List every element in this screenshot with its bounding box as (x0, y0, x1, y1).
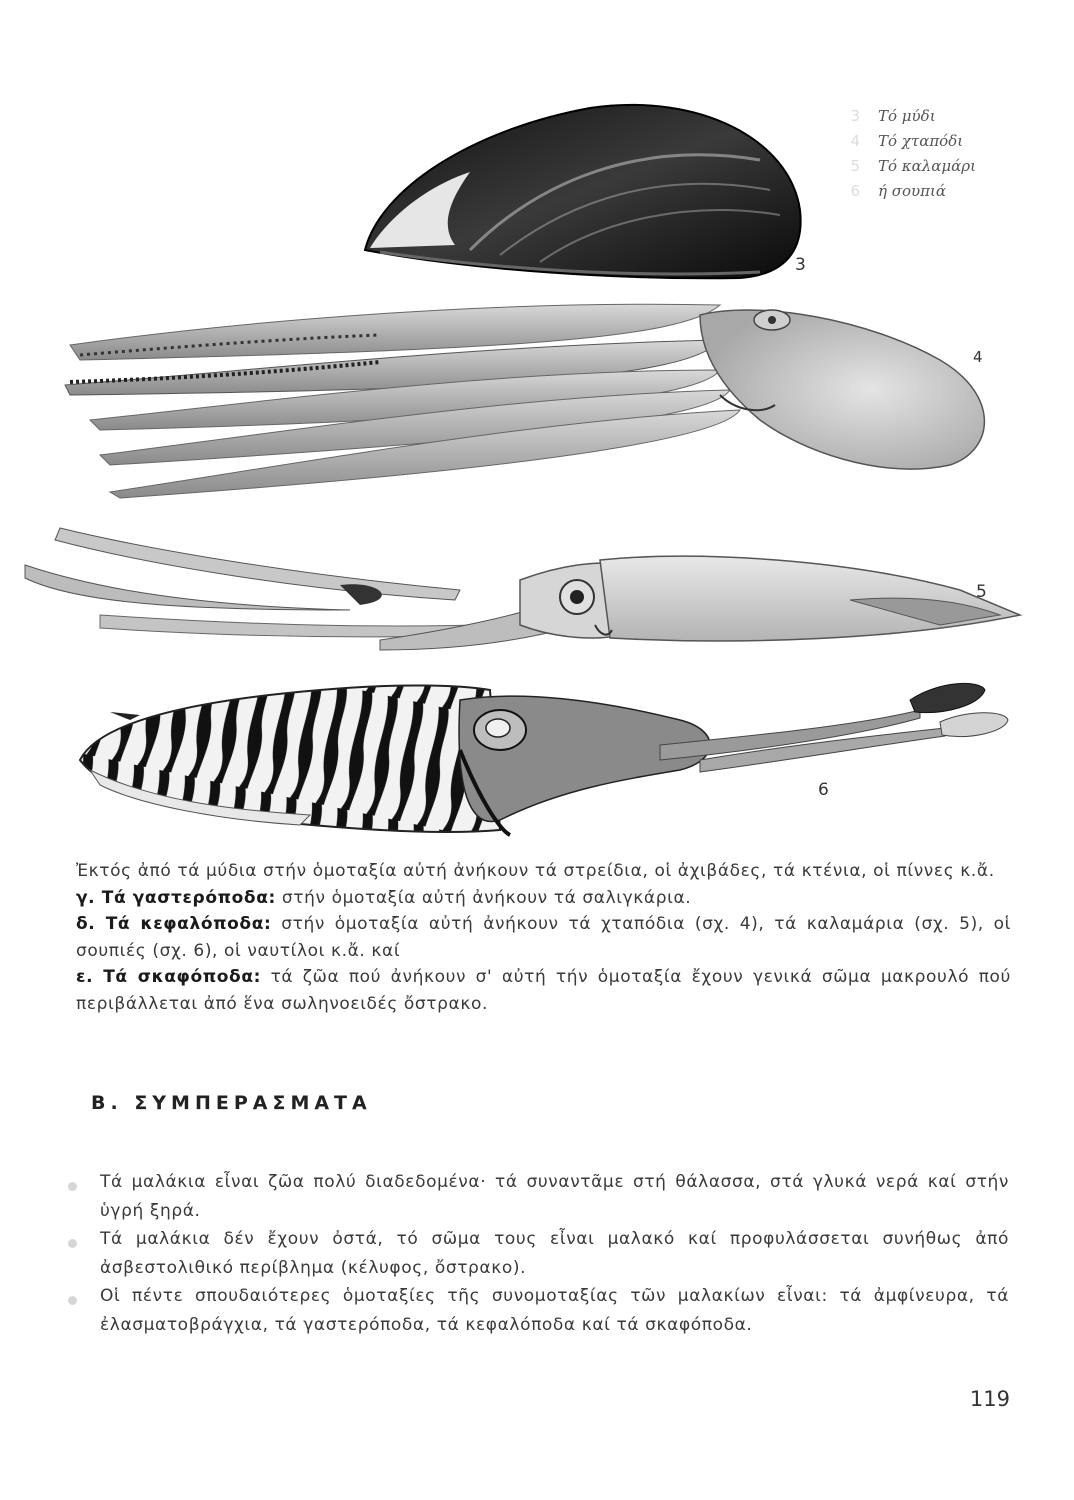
page-number: 119 (969, 1387, 1010, 1411)
bullet-dot (68, 1296, 77, 1305)
list-item (64, 1282, 1009, 1339)
list-item-text: Τά μαλάκια εἶναι ζῶα πολύ διαδεδομένα· τά συναντᾶμε στή θάλασσα, στά γλυκά νερά καί στήν ὑγρή ξηρά. (100, 1172, 1009, 1221)
octopus-illustration (65, 304, 984, 498)
definition-gastropods: στήν ὁμοταξία αὐτή ἀνήκουν τά σαλιγκάρια. (275, 887, 692, 908)
bullet-dot (68, 1239, 77, 1248)
legend-number: 5 (850, 157, 860, 175)
legend-text: Τό καλαμάρι (878, 157, 976, 175)
body-text (76, 858, 1011, 1017)
legend-number: 3 (850, 107, 860, 125)
legend-number: 6 (850, 182, 860, 200)
list-item (64, 1168, 1009, 1225)
term-cephalopods: δ. Τά κεφαλόποδα: (76, 914, 272, 934)
term-gastropods: γ. Τά γαστερόποδα: (76, 887, 276, 908)
term-scaphopods: ε. Τά σκαφόποδα: (76, 967, 262, 987)
conclusions-list (64, 1168, 1009, 1339)
legend-text: Τό μύδι (878, 107, 936, 125)
section-heading: Β. ΣΥΜΠΕΡΑΣΜΑΤΑ (91, 1092, 372, 1114)
paragraph-gastropods (76, 885, 1011, 912)
paragraph-oysters: Ἐκτός ἀπό τά μύδια στήν ὁμοταξία αὐτή ἀνήκουν τά στρείδια, οἱ ἀχιβάδες, τά κτένια, οἱ πίννες κ.ἄ. (76, 861, 995, 881)
definition-scaphopods: τά ζῶα πού ἀνήκουν σ' αὐτή τήν ὁμοταξία ἔχουν γενικά σῶμα μακρουλό πού περιβάλλεται ἀπό ἕνα σωληνοειδές ὄστρακο. (76, 967, 1011, 1014)
definition-cephalopods: στήν ὁμοταξία αὐτή ἀνήκουν τά χταπόδια (σχ. 4), τά καλαμάρια (σχ. 5), οἱ σουπιές (σχ. 6), οἱ ναυτίλοι κ.ἄ. καί (76, 914, 1012, 961)
figure-label-4: 4 (973, 348, 983, 366)
list-item (64, 1225, 1009, 1282)
bullet-dot (68, 1182, 77, 1191)
list-item-text: Οἱ πέντε σπουδαιότερες ὁμοταξίες τῆς συνομοταξίας τῶν μαλακίων εἶναι: τά ἀμφίνευρα, τά ἐλασματοβράγχια, τά γαστερόποδα, τά κεφαλόποδα καί τά σκαφόποδα. (100, 1286, 1009, 1335)
cuttlefish-illustration (80, 683, 1008, 835)
paragraph-cephalopods (76, 911, 1011, 964)
legend-text: ή σουπιά (878, 182, 947, 200)
list-item-text: Τά μαλάκια δέν ἔχουν ὀστά, τό σῶμα τους εἶναι μαλακό καί προφυλάσσεται συνήθως ἀπό ἀσβεστολιθικό περίβλημα (κέλυφος, ὄστρακο). (100, 1229, 1009, 1278)
squid-illustration (25, 528, 1020, 650)
legend-text: Τό χταπόδι (878, 132, 964, 150)
figure-label-6: 6 (818, 780, 829, 800)
legend-number: 4 (850, 132, 860, 150)
paragraph-scaphopods (76, 964, 1011, 1017)
mussel-illustration (365, 105, 801, 278)
figure-label-5: 5 (976, 582, 987, 602)
figure-label-3: 3 (795, 255, 806, 275)
